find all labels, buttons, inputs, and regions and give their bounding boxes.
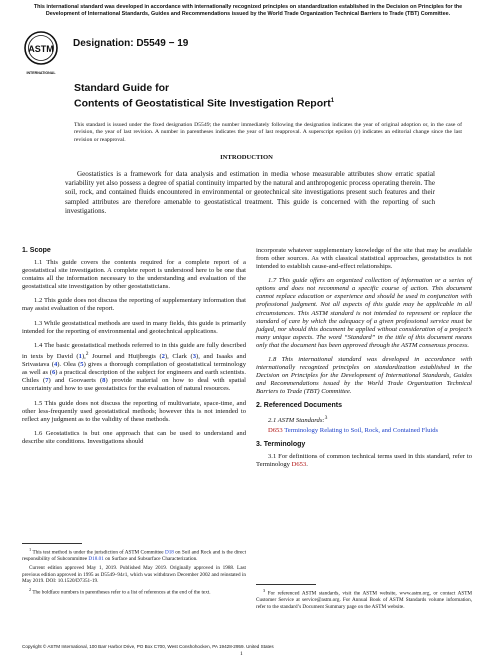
para-1-1: 1.1 This guide covers the contents required for a complete report of a geostatistical site investigation. A complete report is understood here to be one that contains all the information necessary to the understanding and evaluation of the geostatistical site investigation by other geostatisticians. [22,259,246,291]
d653-code-link[interactable]: D653 [268,426,283,434]
ref-link-2[interactable]: 2 [161,353,165,361]
tbt-notice: This international standard was developed in accordance with internationally recognized principles on standardization established in the Decision on Principles for the Development of International Standards, Guides and Recommendations issued by the World Trade Organization Technical Barriers to Trade (TBT) Committee. [33,4,463,17]
ref-link-8[interactable]: 8 [102,377,106,385]
para-1-8: 1.8 This international standard was developed in accordance with internationally recognized principles on standardization established in the Decision on Principles for the Development of International Standards, Guides and Recommendations issued by the World Trade Organization Technical Barriers to Trade (TBT) Committee. [256,355,472,396]
para-1-2: 1.2 This guide does not discuss the reporting of supplementary information that may assist evaluation of the report. [22,297,246,313]
right-column [256,247,472,475]
introduction-text: Geostatistics is a framework for data analysis and estimation in media whose measurable attributes show erratic spatial variability yet also possess a degree of spatial continuity imparted by the natural and anthropogenic process operating therein. The soil, rock, and contained fluids encountered in environmental or geotechnical site investigations present such features and their sampled attributes are therefore amenable to geostatistical treatment. This guide is concerned with the reporting of such investigations. [65,170,435,215]
ref-link-5[interactable]: 5 [80,361,84,369]
introduction-heading: INTRODUCTION [220,154,273,161]
para-1-4: 1.4 The basic geostatistical methods referred to in this guide are fully described in texts by David (1),$^2$ Journel and Huijbregts (2), Clark (3), and Isaaks and Srivastava (4). Olea (5) gives a thorough compilation of geostatistical terminology as well as (6) a practical description of the subject for engineers and earth scientists. Chiles (7) and Goovaerts (8) provide material on how to deal with spatial uncertainty and how to use geostatistics for the evaluation of natural resources. [22,341,246,393]
subcommittee-link[interactable]: D18.01 [88,556,104,563]
ref-link-1[interactable]: 1 [78,353,82,361]
para-1-6-continued: incorporate whatever supplementary knowledge of the site that may be available from other sources. As with classical statistical approaches, geostatistics is not intended to establish cause-and-effect relationships. [256,247,472,271]
svg-text:INTERNATIONAL: INTERNATIONAL [26,71,56,75]
footnote-rule [22,543,82,544]
ref-link-4[interactable]: 4 [53,361,58,369]
ref-link-6[interactable]: 6 [51,369,56,377]
footnote-rule-right [256,584,316,585]
footnotes-left [22,547,246,599]
astm-logo [23,30,59,78]
ref-link-3[interactable]: 3 [192,353,197,361]
title-footnote-mark: 1 [330,97,335,104]
footnotes-right [256,588,472,610]
issuance-statement: This standard is issued under the fixed designation D5549; the number immediately following the designation indicates the year of original adoption or, in the case of revision, the year of last revision. A number in parentheses indicates the year of last reapproval. A superscript epsilon (ε) indicates an editorial change since the last revision or reapproval. [74,122,462,143]
footnote-1: $^1$ This test method is under the jurisdiction of ASTM Committee D18 on Soil and Rock and is the direct responsibility of Subcommittee D18.01 on Surface and Subsurface Characterization. [22,547,247,563]
para-1-3: 1.3 While geostatistical methods are used in many fields, this guide is primarily intended for the reporting of environmental and geotechnical applications. [22,319,246,335]
para-2-1: 2.1 ASTM Standards:$^3$ [268,415,328,425]
doc-title: Contents of Geostatistical Site Investigation Report [74,97,331,109]
footnote-1-edition: Current edition approved May 1, 2019. Published May 2019. Originally approved in 1988. Last previous edition approved in 1995 as D5549–94ε1, which was withdrawn December 2002 and reinstated in May 2019. DOI: 10.1520/D7351-19. [22,565,246,584]
left-column [22,247,246,452]
doc-type: Standard Guide for [74,82,170,94]
para-1-7: 1.7 This guide offers an organized collection of information or a series of options and does not recommend a specific course of action. This document cannot replace education or experience and should be used in conjunction with professional judgment. Not all aspects of this guide may be applicable in all circumstances. This ASTM standard is not intended to represent or replace the standard of care by which the adequacy of a given professional service must be judged, nor should this document be applied without consideration of a project’s many unique aspects. The word “Standard” in the title of this document means only that the document has been approved through the ASTM consensus process. [256,277,472,349]
svg-text:ASTM: ASTM [28,44,54,54]
para-1-5: 1.5 This guide does not discuss the reporting of multivariate, space-time, and other less-frequently used geostatistical methods; however this is not intended to reflect any judgment as to the validity of these methods. [22,399,246,423]
ref-d653 [256,427,472,435]
document-title [74,82,334,110]
d653-title-link[interactable]: Terminology Relating to Soil, Rock, and Contained Fluids [284,426,439,434]
footnote-mark-2: 2 [85,351,89,358]
scope-heading: 1. Scope [22,247,51,254]
copyright-line: Copyright © ASTM International, 100 Barr Harbor Drive, PO Box C700, West Conshohocken, PA 19428-2959. United States [22,644,274,649]
referenced-documents-heading: 2. Referenced Documents [256,402,342,410]
page-number: 1 [240,651,243,657]
para-3-1: 3.1 For definitions of common technical terms used in this standard, refer to Terminology D653. [256,452,472,468]
designation: Designation: D5549 − 19 [73,38,189,49]
para-1-6: 1.6 Geostatistics is but one approach that can be used to understand and describe site conditions. Investigations should [22,429,246,446]
terminology-heading: 3. Terminology [256,440,306,448]
ref-link-7[interactable]: 7 [45,377,49,385]
footnote-2: $^2$ The boldface numbers in parentheses refer to a list of references at the end of the text. [29,586,211,596]
d653-link[interactable]: D653 [291,460,307,468]
footnote-3: $^3$ For referenced ASTM standards, visit the ASTM website, www.astm.org, or contact ASTM Customer Service at service@astm.org. For Annual Book of ASTM Standards volume information, refer to the standard’s Document Summary page on the ASTM website. [256,588,473,610]
committee-link[interactable]: D18 [164,549,174,556]
